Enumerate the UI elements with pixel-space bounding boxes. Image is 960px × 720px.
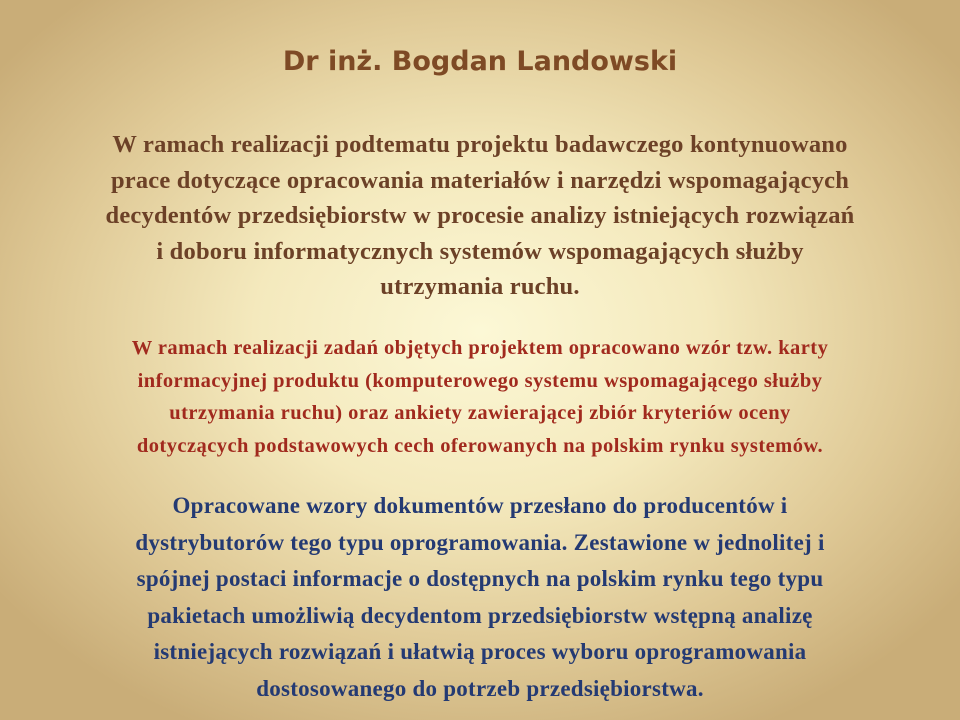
text-line: istniejących rozwiązań i ułatwią proces wyboru oprogramowania [153,639,807,664]
text-line: informacyjnej produktu (komputerowego systemu wspomagającego służby [137,369,823,392]
text-line: dostosowanego do potrzeb przedsiębiorstwa. [256,675,704,701]
text-line: decydentów przedsiębiorstw w procesie analizy istniejących rozwiązań [105,202,855,229]
text-line: i doboru informatycznych systemów wspomagających służby [156,237,804,265]
slide-title: Dr inż. Bogdan Landowski [282,46,678,77]
text-line: Opracowane wzory dokumentów przesłano do producentów i [172,493,788,518]
paragraph-documents-sent [40,488,920,707]
text-line: W ramach realizacji zadań objętych projektem opracowano wzór tzw. karty [131,337,829,359]
text-line: spójnej postaci informacje o dostępnych na polskim rynku tego typu [136,566,824,591]
text-line: W ramach realizacji podtematu projektu badawczego kontynuowano [112,131,848,158]
paragraph-research-continuation [40,127,920,305]
text-line: dotyczących podstawowych cech oferowanych na polskim rynku systemów. [136,434,824,457]
text-line: utrzymania ruchu) oraz ankiety zawierającej zbiór kryteriów oceny [169,402,791,424]
paragraph-product-card [40,332,920,462]
text-line: prace dotyczące opracowania materiałów i narzędzi wspomagających [110,166,850,194]
text-line: pakietach umożliwią decydentom przedsiębiorstw wstępną analizę [147,602,813,628]
text-line: utrzymania ruchu. [380,273,580,300]
text-line: dystrybutorów tego typu oprogramowania. Zestawione w jednolitej i [135,529,825,555]
